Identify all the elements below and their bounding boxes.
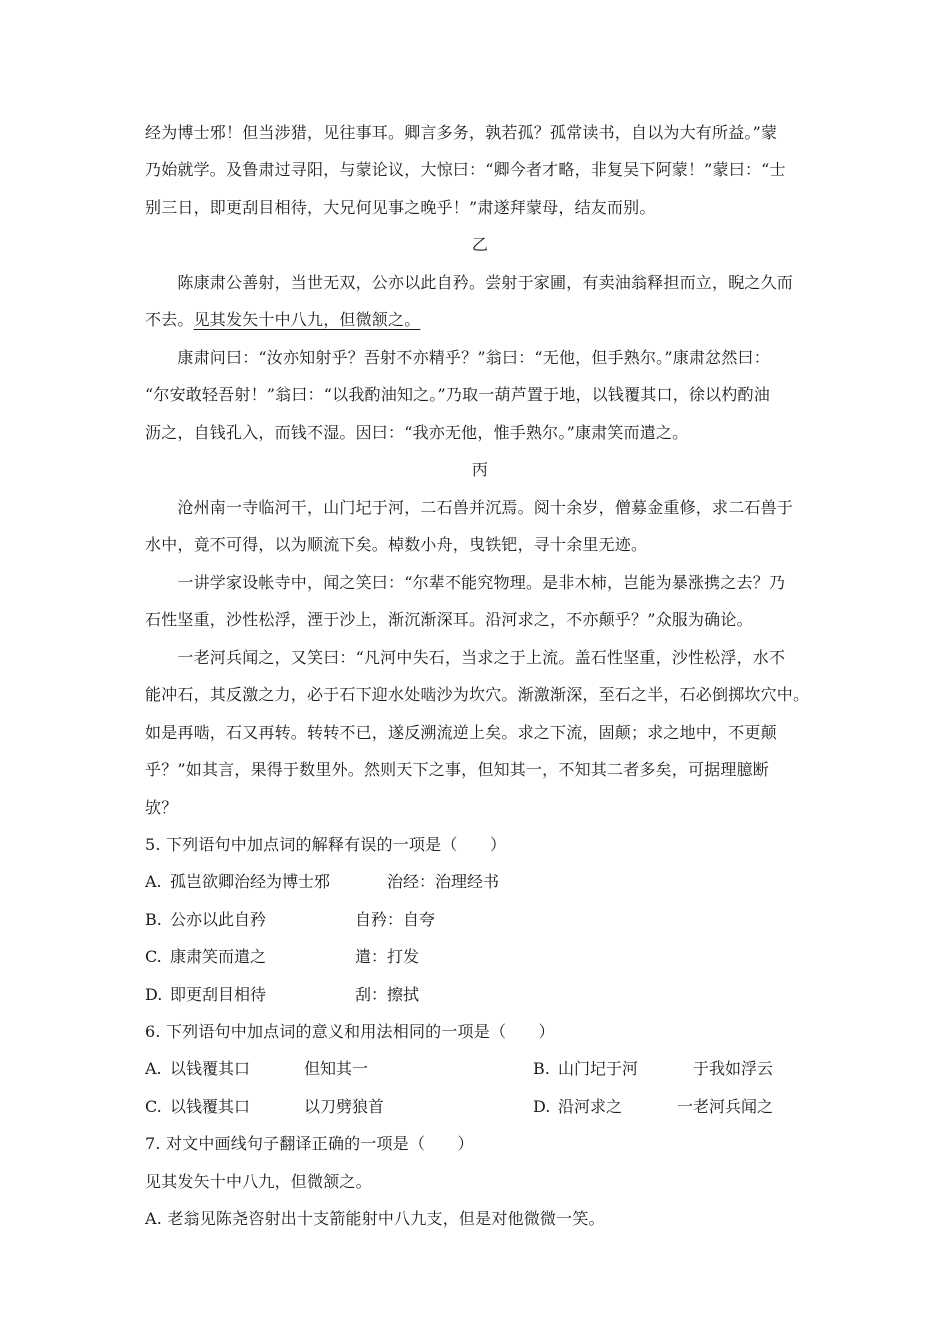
q6-option-c-letter: C. [145, 1097, 162, 1116]
yi-p1-line-2-prefix: 不去。 [145, 310, 194, 329]
q6-option-d-letter: D. [533, 1097, 551, 1116]
q5-option-b-sentence: 公亦以此自矜 [170, 910, 267, 929]
q5-option-d-letter: D. [145, 985, 163, 1004]
jia-line-2: 乃始就学。及鲁肃过寻阳，与蒙论议，大惊曰：“卿今者才略，非复吴下阿蒙！”蒙曰：“士 [145, 160, 786, 179]
bing-line-2: 水中，竟不可得，以为顺流下矣。棹数小舟，曳铁钯，寻十余里无迹。 [145, 535, 648, 554]
q5-option-c-letter: C. [145, 947, 162, 966]
yi-p2-line-2: “尔安敢轻吾射！”翁曰：“以我酌油知之。”乃取一葫芦置于地，以钱覆其口，徐以杓酌油 [145, 385, 770, 404]
q5-option-c-sentence: 康肃笑而遣之 [170, 947, 267, 966]
q5-option-b-letter: B. [145, 910, 162, 929]
q6-option-b-letter: B. [533, 1059, 550, 1078]
q6-option-d-second: 一老河兵闻之 [677, 1097, 774, 1116]
yi-p2-line-1: 康肃问曰：“汝亦知射乎？吾射不亦精乎？”翁曰：“无他，但手熟尔。”康肃忿然曰： [145, 348, 770, 367]
question-5-stem: 5. 下列语句中加点词的解释有误的一项是（ ） [145, 835, 507, 854]
yi-p1-line-1: 陈康肃公善射，当世无双，公亦以此自矜。尝射于家圃，有卖油翁释担而立，睨之久而 [145, 273, 794, 292]
q6-option-b-first: 山门圮于河 [558, 1059, 639, 1078]
bing-line-7: 如是再啮，石又再转。转转不已，遂反溯流逆上矣。求之下流，固颠；求之地中，不更颠 [145, 723, 777, 742]
yi-p1-line-2 [145, 309, 815, 331]
bing-line-5: 一老河兵闻之，又笑曰：“凡河中失石，当求之于上流。盖石性坚重，沙性松浮，水不 [145, 648, 786, 667]
q5-option-c-gloss: 遣：打发 [355, 947, 420, 966]
q6-option-c-second: 以刀劈狼首 [304, 1097, 385, 1116]
jia-line-3: 别三日，即更刮目相待，大兄何见事之晚乎！”肃遂拜蒙母，结友而别。 [145, 198, 656, 217]
bing-line-6: 能冲石，其反激之力，必于石下迎水处啮沙为坎穴。渐激渐深，至石之半，石必倒掷坎穴中。 [145, 685, 810, 704]
section-heading-bing: 丙 [471, 460, 489, 479]
q6-option-d-first: 沿河求之 [558, 1097, 623, 1116]
q5-option-a-sentence: 孤岂欲卿治经为博士邪 [170, 872, 331, 891]
q6-option-a-letter: A. [145, 1059, 162, 1078]
q6-option-c-first: 以钱覆其口 [170, 1097, 251, 1116]
section-heading-yi: 乙 [471, 235, 489, 254]
q6-option-a-second: 但知其一 [304, 1059, 369, 1078]
q6-option-a-first: 以钱覆其口 [170, 1059, 251, 1078]
question-6-stem: 6. 下列语句中加点词的意义和用法相同的一项是（ ） [145, 1022, 555, 1041]
bing-line-4: 石性坚重，沙性松浮，湮于沙上，渐沉渐深耳。沿河求之，不亦颠乎？”众服为确论。 [145, 610, 753, 629]
bing-line-3: 一讲学家设帐寺中，闻之笑曰：“尔辈不能究物理。是非木柿，岂能为暴涨携之去？乃 [145, 573, 786, 592]
q5-option-a-letter: A. [145, 872, 162, 891]
yi-p2-line-3: 沥之，自钱孔入，而钱不湿。因曰：“我亦无他，惟手熟尔。”康肃笑而遣之。 [145, 423, 689, 442]
q7-option-a: A. 老翁见陈尧咨射出十支箭能射中八九支，但是对他微微一笑。 [145, 1209, 605, 1228]
underlined-sentence: 见其发矢十中八九，但微颔之。 [193, 310, 421, 329]
question-7-quote: 见其发矢十中八九，但微颔之。 [145, 1172, 372, 1191]
q5-option-d-sentence: 即更刮目相待 [170, 985, 267, 1004]
q6-option-b-second: 于我如浮云 [693, 1059, 774, 1078]
bing-line-8: 乎？”如其言，果得于数里外。然则天下之事，但知其一，不知其二者多矣，可据理臆断 [145, 760, 769, 779]
bing-line-1: 沧州南一寺临河干，山门圮于河，二石兽并沉焉。阅十余岁，僧募金重修，求二石兽于 [145, 498, 794, 517]
jia-line-1: 经为博士邪！但当涉猎，见往事耳。卿言多务，孰若孤？孤常读书，自以为大有所益。”蒙 [145, 123, 778, 142]
bing-line-9: 欤？ [145, 798, 178, 817]
q5-option-d-gloss: 刮：擦拭 [355, 985, 420, 1004]
q5-option-b-gloss: 自矜：自夸 [355, 910, 436, 929]
question-7-stem: 7. 对文中画线句子翻译正确的一项是（ ） [145, 1134, 474, 1153]
q5-option-a-gloss: 治经：治理经书 [387, 872, 500, 891]
